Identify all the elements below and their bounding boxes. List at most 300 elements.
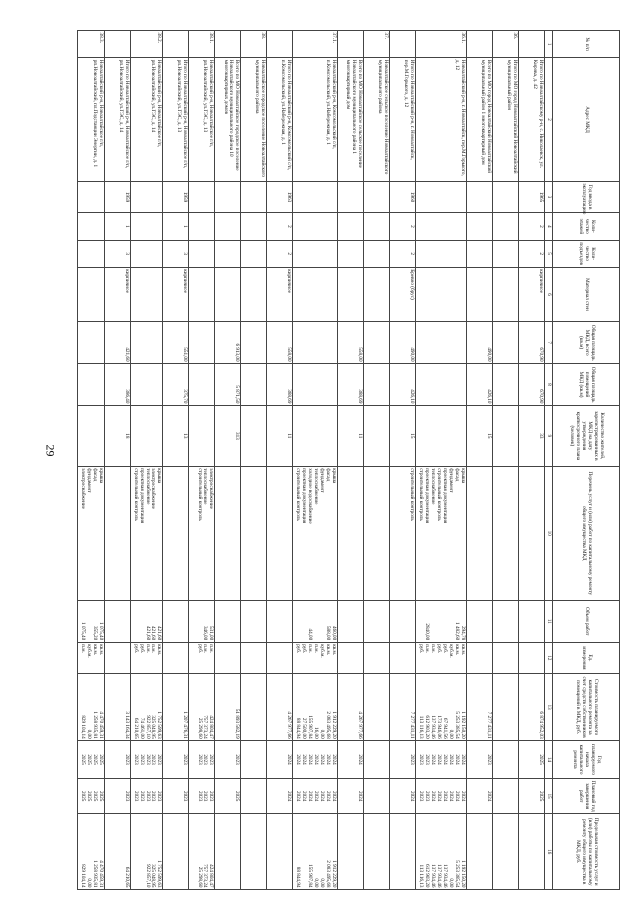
table-cell-col-6 <box>364 267 390 321</box>
table-cell-col-7 <box>77 322 104 364</box>
cell-line: 2024 <box>460 754 466 765</box>
cell-line: 3 143 164,34 <box>123 711 130 739</box>
table-row <box>215 31 241 890</box>
cell-line: 137 934,46 <box>436 864 443 888</box>
table-cell-col-11 <box>267 600 293 642</box>
cell-line: руб. <box>301 644 308 654</box>
cell-line: 0,00 <box>85 878 92 888</box>
cell-line: крыша <box>156 468 163 484</box>
table-cell-col-1: 36. <box>493 31 519 58</box>
cell-line: 2023 <box>150 790 157 802</box>
table-cell-col-4: 1 <box>163 213 189 240</box>
table-cell-col-2: Новоалтайский р-н, Новоалтайское г/п, рп.Новоалтайский, ул.ГЭС, д. 14 <box>130 58 163 182</box>
cell-line: 2024 <box>442 754 449 765</box>
table-cell-col-4 <box>338 213 364 240</box>
table-cell-col-16 <box>493 814 519 890</box>
table-cell-col-8: 375,70 <box>163 364 189 406</box>
column-header-6: Материал стен <box>553 267 620 321</box>
table-cell-col-5 <box>130 240 163 267</box>
cell-line: 2023 <box>208 754 215 765</box>
table-cell-col-3 <box>189 181 215 212</box>
table-cell-col-12 <box>493 642 519 673</box>
column-header-16: Предельная стоимость услуг и (или) работы по капитальному ремонту общего имущества в МКД, руб. <box>553 814 620 890</box>
column-header-11: Объем работ <box>553 600 620 642</box>
table-cell-col-11 <box>77 600 104 642</box>
table-cell-col-14 <box>467 741 493 779</box>
table-cell-col-15 <box>293 778 338 814</box>
cell-line: 2023 <box>196 754 203 765</box>
table-cell-col-11 <box>215 600 241 642</box>
cell-line: строительный контроль <box>132 468 139 521</box>
cell-line: руб. <box>442 644 449 654</box>
table-cell-col-7: 551,00 <box>163 322 189 364</box>
table-cell-col-11 <box>241 600 267 642</box>
table-cell-col-5: 3 <box>104 240 130 267</box>
table-cell-col-15 <box>267 778 293 814</box>
table-cell-col-3: 1959 <box>104 181 130 212</box>
cell-line: 757 373,24 <box>202 864 209 888</box>
cell-line: п.м. <box>430 644 437 653</box>
table-cell-col-9: 15 <box>467 405 493 466</box>
column-header-7: Общая площадь МКД, всего (кв.м) <box>553 322 620 364</box>
cell-line: 16,00 <box>313 726 320 739</box>
table-cell-col-3: 1965 <box>519 181 545 212</box>
column-header-12: Ед. измерения <box>553 642 620 673</box>
cell-line: 2023 <box>418 790 425 802</box>
cell-line: 2025 <box>97 790 104 802</box>
table-cell-col-16 <box>293 814 338 890</box>
table-cell-col-1: 37.1. <box>293 31 338 58</box>
cell-line: 2023 <box>182 754 189 765</box>
table-cell-col-10 <box>189 466 215 600</box>
cell-line: фундамент <box>448 468 455 493</box>
table-cell-col-11 <box>189 600 215 642</box>
cell-line: 2025 <box>79 790 86 802</box>
cell-line: 137 934,46 <box>430 864 437 888</box>
cell-line: 64 210,65 <box>123 866 130 888</box>
cell-line: 2025 <box>85 754 92 765</box>
cell-line <box>132 816 138 888</box>
table-cell-col-15 <box>241 778 267 814</box>
cell-line: 2025 <box>97 754 104 765</box>
table-cell-col-3 <box>338 181 364 212</box>
cell-line: 2024 <box>442 790 449 802</box>
table-row <box>467 31 493 890</box>
cell-line: 2023 <box>424 754 431 765</box>
table-cell-col-13 <box>241 674 267 741</box>
column-number-7: 7 <box>545 322 553 364</box>
table-cell-col-16 <box>241 814 267 890</box>
table-cell-col-8: 388,69 <box>338 364 364 406</box>
table-cell-col-7 <box>293 322 338 364</box>
cell-line: п.м. <box>79 644 86 653</box>
column-number-16: 16 <box>545 814 553 890</box>
table-cell-col-16 <box>163 814 189 890</box>
table-cell-col-10 <box>241 466 267 600</box>
table-cell-col-15 <box>104 778 130 814</box>
cell-line <box>429 602 435 640</box>
table-cell-col-13 <box>364 674 390 741</box>
table-cell-col-12 <box>364 642 390 673</box>
table-cell-col-14 <box>364 741 390 779</box>
cell-line: 2023 <box>132 790 139 802</box>
table-cell-col-16 <box>467 814 493 890</box>
cell-line: 2023 <box>196 790 203 802</box>
table-cell-col-12 <box>267 642 293 673</box>
table-cell-col-6: кирпичное <box>267 267 293 321</box>
cell-line: 2024 <box>301 754 308 765</box>
table-cell-col-11 <box>338 600 364 642</box>
table-cell-col-15 <box>215 778 241 814</box>
table-cell-col-12 <box>416 642 467 673</box>
table-cell-col-7: 6 913,00 <box>215 322 241 364</box>
cell-line: 1 207 476,31 <box>182 711 189 739</box>
table-cell-col-15 <box>519 778 545 814</box>
cell-line: 2023 <box>138 790 145 802</box>
column-number-14: 14 <box>545 741 553 779</box>
cell-line: 4 267 977,66 <box>357 711 364 739</box>
table-cell-col-5 <box>416 240 467 267</box>
table-cell-col-14 <box>293 741 338 779</box>
cell-line: 2023 <box>156 754 163 765</box>
table-cell-col-11 <box>416 600 467 642</box>
table-cell-col-6 <box>77 267 104 321</box>
table-row <box>189 31 215 890</box>
cell-line: 2 083 495,68 <box>325 860 332 888</box>
cell-line: 2025 <box>234 790 241 802</box>
table-cell-col-15 <box>77 778 104 814</box>
table-cell-col-3 <box>77 181 104 212</box>
column-header-8: Общая площадь помещений МКД (кв.м) <box>553 364 620 406</box>
table-cell-col-2: Итого по МО город Новоалтайский Новоалтайский муниципальный район <box>493 58 519 182</box>
column-header-3: Год ввода в эксплуатацию <box>553 181 620 212</box>
cell-line: 2023 <box>123 754 130 765</box>
cell-line: 2023 <box>138 754 145 765</box>
table-cell-col-7: 490,00 <box>467 322 493 364</box>
table-cell-col-11 <box>293 600 338 642</box>
table-cell-col-7: 490,00 <box>390 322 416 364</box>
cell-line: 1 258 935,81 <box>91 711 98 739</box>
table-cell-col-15 <box>416 778 467 814</box>
cell-line: 74 461,00 <box>138 717 145 739</box>
cell-line: 2024 <box>307 790 314 802</box>
column-number-11: 11 <box>545 600 553 642</box>
table-cell-col-10 <box>390 466 416 600</box>
cell-line: 2024 <box>357 790 364 802</box>
cell-line: куб.м. <box>319 644 326 658</box>
table-cell-col-2: Новоалтайский р-н, Комсомольский с/п, п.Комсомольский, ул.Набережная, д. 1 <box>293 58 338 182</box>
cell-line: 155 907,84 <box>307 715 314 739</box>
table-cell-col-10 <box>77 466 104 600</box>
column-header-13: Стоимость планируемого капитального ремонта за счет средств собственников помещений в МКД, руб. <box>553 674 620 741</box>
table-cell-col-4: 1 <box>104 213 130 240</box>
page-number: 29 <box>43 444 58 456</box>
table-cell-col-16 <box>130 814 163 890</box>
column-header-1: № п/п <box>553 31 620 58</box>
table-cell-col-9 <box>241 405 267 466</box>
table-cell-col-13 <box>390 674 416 741</box>
table-cell-col-6 <box>293 267 338 321</box>
table-cell-col-14 <box>267 741 293 779</box>
table-cell-col-15 <box>189 778 215 814</box>
cell-line: 2023 <box>182 790 189 802</box>
table-cell-col-6: кирпичное <box>104 267 130 321</box>
cell-line: руб. <box>138 644 145 654</box>
table-cell-col-3 <box>493 181 519 212</box>
table-cell-col-4 <box>364 213 390 240</box>
table-cell-col-11 <box>390 600 416 642</box>
table-cell-col-1: 38. <box>241 31 267 58</box>
column-number-6: 6 <box>545 267 553 321</box>
column-number-1: 1 <box>545 31 553 58</box>
cell-line: кв.м. <box>91 644 98 656</box>
cell-line: 2023 <box>202 790 209 802</box>
table-cell-col-8 <box>293 364 338 406</box>
cell-line: теплоснабжение <box>313 468 320 505</box>
table-cell-col-10 <box>104 466 130 600</box>
cell-line: 2024 <box>430 754 437 765</box>
cell-line: 1 752 599,63 <box>156 860 163 888</box>
table-cell-col-3 <box>215 181 241 212</box>
cell-line: электроснабжение <box>150 468 157 509</box>
cell-line: 1 075,40 <box>79 622 86 641</box>
table-cell-col-4: 2 <box>267 213 293 240</box>
cell-line: 2024 <box>460 790 466 802</box>
table-cell-col-5: 2 <box>390 240 416 267</box>
cell-line: 531,00 <box>208 625 215 641</box>
table-cell-col-1 <box>163 31 189 58</box>
cell-line: 4 470 459,31 <box>97 711 104 739</box>
table-cell-col-3 <box>416 181 467 212</box>
table-cell-col-16 <box>104 814 130 890</box>
table-cell-col-2: Всего по МО город Новоалтайский Новоалтайский муниципальный район 1 многоквартирный дом <box>467 58 493 182</box>
cell-line: п.м. <box>150 644 157 653</box>
table-cell-col-2: Новоалтайское городское поселение Новоалтайского муниципального района <box>241 58 267 182</box>
table-cell-col-9: 313 <box>215 405 241 466</box>
cell-line: крыша <box>97 468 104 484</box>
table-cell-col-5 <box>467 240 493 267</box>
table-cell-col-4 <box>241 213 267 240</box>
cell-line: 2024 <box>295 754 302 765</box>
cell-line <box>312 602 318 640</box>
table-cell-col-8 <box>364 364 390 406</box>
cell-line: 7 277 431,11 <box>409 711 416 739</box>
table-cell-col-4 <box>189 213 215 240</box>
cell-line: холодное водоснабжение <box>307 468 314 524</box>
cell-line: 1 258 935,81 <box>91 860 98 888</box>
cell-line: 2023 <box>409 754 416 765</box>
table-cell-col-12 <box>241 642 267 673</box>
cell-line <box>132 602 138 640</box>
table-cell-col-6: кирпичное <box>163 267 189 321</box>
table-cell-col-6 <box>189 267 215 321</box>
table-cell-col-12 <box>519 642 545 673</box>
column-number-3: 3 <box>545 181 553 212</box>
table-row <box>130 31 163 890</box>
table-cell-col-6 <box>416 267 467 321</box>
cell-line: кв.м. <box>331 644 338 656</box>
table-cell-col-12 <box>189 642 215 673</box>
column-header-2: Адрес МКД <box>553 58 620 182</box>
table-row <box>338 31 364 890</box>
table-cell-col-16 <box>189 814 215 890</box>
table-cell-col-13 <box>189 674 215 741</box>
table-cell-col-16 <box>338 814 364 890</box>
column-number-9: 9 <box>545 405 553 466</box>
table-cell-col-5 <box>77 240 104 267</box>
table-cell-col-7: 421,60 <box>104 322 130 364</box>
table-row <box>77 31 104 890</box>
table-cell-col-5 <box>215 240 241 267</box>
table-cell-col-10 <box>467 466 493 600</box>
cell-line: теплоснабжение <box>430 468 437 505</box>
table-cell-col-13 <box>293 674 338 741</box>
cell-line: руб. <box>196 644 203 654</box>
table-cell-col-10 <box>338 466 364 600</box>
cell-line: 7 277 431,11 <box>486 711 492 739</box>
cell-line: 829 104,14 <box>79 864 86 888</box>
cell-line: 1 912 229,20 <box>331 711 338 739</box>
table-cell-col-3: 1959 <box>163 181 189 212</box>
table-cell-col-13 <box>267 674 293 741</box>
table-cell-col-9 <box>130 405 163 466</box>
table-cell-col-12 <box>338 642 364 673</box>
cell-line: 51 893 582,19 <box>234 708 241 739</box>
cell-line: 325 048,95 <box>150 715 157 739</box>
table-cell-col-2: Всего по МО Новоалтайское сельское поселение Новоалтайского муниципального района 1 многоквартирный дом <box>338 58 364 182</box>
cell-line: 2024 <box>486 790 492 802</box>
cell-line: 2023 <box>234 754 241 765</box>
cell-line: 2024 <box>436 790 443 802</box>
table-cell-col-12 <box>215 642 241 673</box>
cell-line: кв.м. <box>454 644 461 656</box>
table-cell-col-1: 38.1. <box>189 31 215 58</box>
table-cell-col-11 <box>163 600 189 642</box>
table-row <box>493 31 519 890</box>
cell-line: 0,00 <box>313 878 320 888</box>
cell-line: руб. <box>418 644 425 654</box>
table-cell-col-5 <box>189 240 215 267</box>
capital-repair-table <box>77 30 620 890</box>
table-cell-col-13 <box>467 674 493 741</box>
cell-line: строительный контроль <box>436 468 443 521</box>
cell-line: 2024 <box>313 790 320 802</box>
cell-line: 2025 <box>79 754 86 765</box>
table-cell-col-8: 426,10 <box>467 364 493 406</box>
table-cell-col-14 <box>189 741 215 779</box>
cell-line: строительный контроль <box>295 468 302 521</box>
table-cell-col-15 <box>338 778 364 814</box>
table-cell-col-16 <box>364 814 390 890</box>
table-cell-col-10 <box>130 466 163 600</box>
cell-line: 44,00 <box>307 628 314 641</box>
cell-line: проектная документация <box>424 468 431 524</box>
column-number-row <box>545 31 553 890</box>
cell-line: куб.м. <box>448 644 455 658</box>
table-cell-col-9 <box>293 405 338 466</box>
table-cell-col-15 <box>493 778 519 814</box>
table-cell-col-14 <box>77 741 104 779</box>
cell-line: 2024 <box>436 754 443 765</box>
cell-line: 2024 <box>448 790 455 802</box>
table-cell-col-14 <box>215 741 241 779</box>
cell-line: крыша <box>460 468 466 484</box>
table-cell-col-1 <box>338 31 364 58</box>
cell-line: 2025 <box>538 790 544 802</box>
column-header-5: Коли-чество подъездов <box>553 240 620 267</box>
table-cell-col-10 <box>163 466 189 600</box>
column-number-4: 4 <box>545 213 553 240</box>
table-cell-col-5 <box>241 240 267 267</box>
table-cell-col-1 <box>467 31 493 58</box>
cell-line: 2024 <box>307 754 314 765</box>
cell-line: крыша <box>331 468 338 484</box>
cell-line: фасад <box>454 468 461 482</box>
cell-line: 27 500,00 <box>301 717 308 739</box>
table-cell-col-4: 2 <box>519 213 545 240</box>
table-cell-col-7 <box>364 322 390 364</box>
column-number-15: 15 <box>545 778 553 814</box>
cell-line: 4 470 459,31 <box>97 860 104 888</box>
cell-line: кв.м. <box>97 644 104 656</box>
table-cell-col-10 <box>267 466 293 600</box>
cell-line: проектная документация <box>138 468 145 524</box>
cell-line: 64 210,65 <box>132 717 139 739</box>
table-cell-col-1 <box>267 31 293 58</box>
document-sheet <box>20 30 620 890</box>
cell-line: кв.м. <box>460 644 466 656</box>
table-cell-col-15 <box>467 778 493 814</box>
table-cell-col-2: Новоалтайское сельское поселение Новоалтайского муниципального района <box>364 58 390 182</box>
table-row <box>390 31 416 890</box>
cell-line: 2024 <box>295 790 302 802</box>
table-cell-col-7 <box>241 322 267 364</box>
table-row <box>416 31 467 890</box>
cell-line: 2024 <box>409 790 416 802</box>
cell-line: п.м. <box>424 644 431 653</box>
table-cell-col-3 <box>467 181 493 212</box>
table-cell-col-3: 1963 <box>267 181 293 212</box>
cell-line: 421,60 <box>144 625 151 641</box>
table-cell-col-4 <box>493 213 519 240</box>
cell-line: 2023 <box>424 790 431 802</box>
table-cell-col-3 <box>241 181 267 212</box>
table-cell-col-2: Итого по Новоалтайский р-н, г. Новоалтайск, пер.М.Горького, д. 12 <box>390 58 416 182</box>
column-number-12: 12 <box>545 642 553 673</box>
cell-line: 2023 <box>150 754 157 765</box>
cell-line: фасад <box>91 468 98 482</box>
cell-line: п.м. <box>208 644 215 653</box>
table-cell-col-5 <box>364 240 390 267</box>
cell-line: 2024 <box>325 754 332 765</box>
cell-line: 612 903,20 <box>424 715 431 739</box>
cell-line: 355,20 <box>91 625 98 641</box>
table-cell-col-3 <box>293 181 338 212</box>
table-cell-col-6 <box>130 267 163 321</box>
cell-line: 1 482,60 <box>454 622 461 641</box>
cell-line: теплоснабжение <box>144 468 151 505</box>
table-cell-col-11 <box>467 600 493 642</box>
cell-line: 294,78 <box>460 625 466 641</box>
table-cell-col-10 <box>519 466 545 600</box>
table-cell-col-14 <box>163 741 189 779</box>
table-cell-col-8: 426,10 <box>390 364 416 406</box>
column-number-8: 8 <box>545 364 553 406</box>
table-cell-col-2: Итого по Новоалтайский р-н, Комсомольский с/п, п.Комсомольский, ул.Набережная, д. 1 <box>267 58 293 182</box>
table-cell-col-8: 386,40 <box>104 364 130 406</box>
cell-line: 0,00 <box>319 729 326 739</box>
table-cell-col-1: 37. <box>364 31 390 58</box>
